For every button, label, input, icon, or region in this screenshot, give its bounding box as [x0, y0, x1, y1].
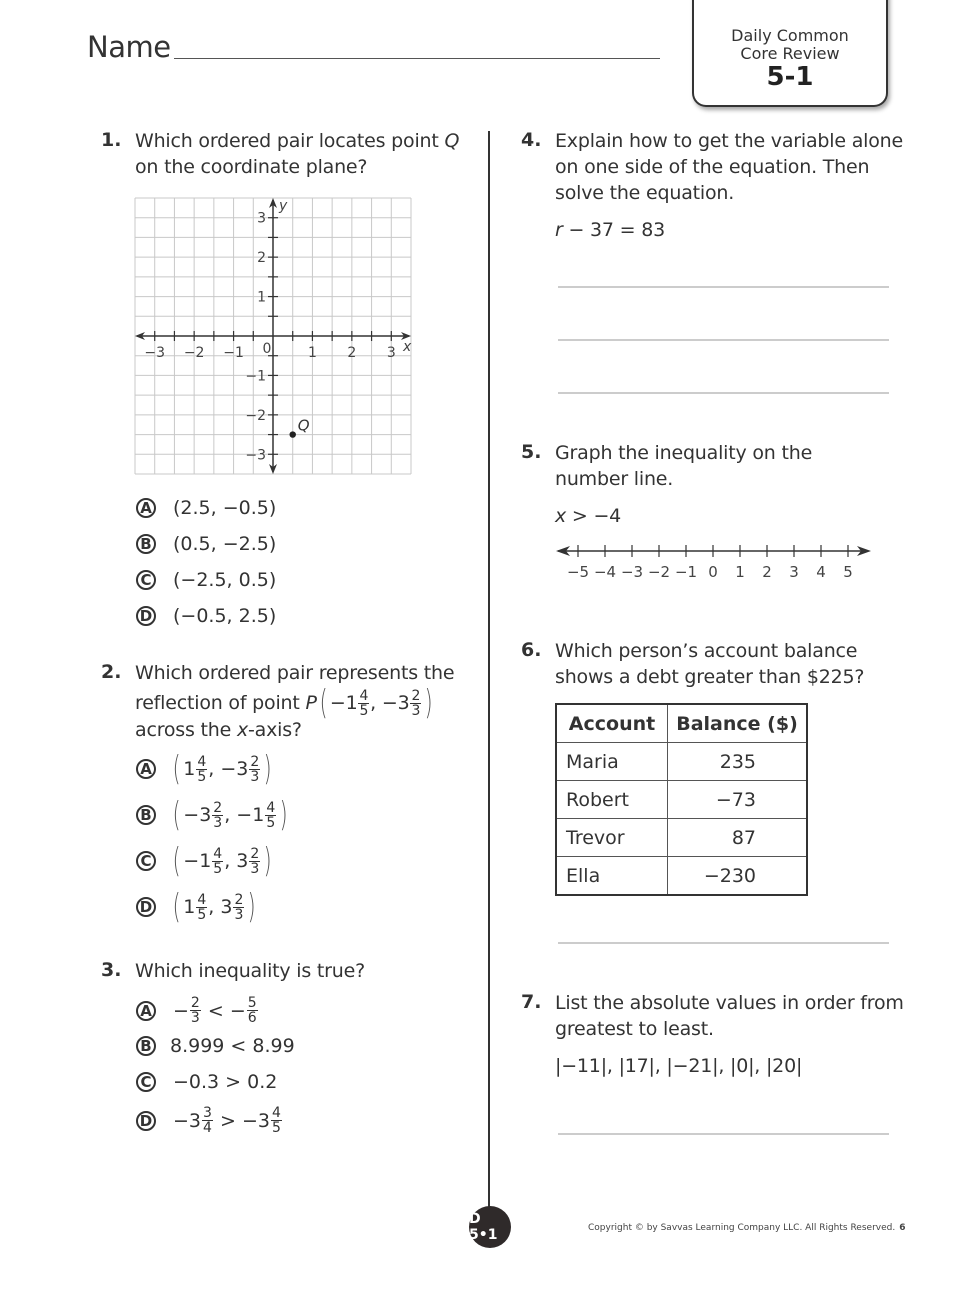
- numerator: 4: [197, 891, 207, 908]
- option-a[interactable]: [136, 749, 275, 789]
- name-label: Name: [87, 30, 171, 64]
- number-line-label: 2: [762, 563, 772, 581]
- y-tick-label: 1: [257, 289, 266, 306]
- paren-close: ): [248, 887, 257, 927]
- answer-line[interactable]: [558, 392, 889, 394]
- option-text: (−0.5, 2.5): [173, 605, 277, 627]
- option-a[interactable]: [136, 996, 259, 1025]
- page-number: 6: [899, 1223, 906, 1233]
- axes: [135, 198, 411, 474]
- question-text: [555, 128, 903, 206]
- question-text: [555, 440, 812, 492]
- question-number: 3.: [101, 959, 122, 981]
- paren-close: ): [263, 841, 272, 881]
- column-header-balance: Balance ($): [668, 704, 808, 743]
- operator: >: [219, 1109, 236, 1132]
- bubble-c[interactable]: C: [136, 1072, 156, 1092]
- whole: 1: [199, 850, 212, 872]
- number-line-label: −5: [566, 563, 590, 581]
- answer-line[interactable]: [558, 1133, 889, 1135]
- account-balance: −73: [668, 781, 808, 819]
- equation: [555, 217, 665, 243]
- equation-variable: r: [555, 219, 563, 241]
- table-header-row: [556, 704, 807, 743]
- account-name: Maria: [556, 743, 668, 781]
- bubble-d[interactable]: D: [136, 606, 156, 626]
- question-text-line: number line.: [555, 468, 674, 490]
- numerator: 4: [213, 845, 223, 862]
- x-tick-label: −2: [183, 345, 205, 361]
- option-b[interactable]: [136, 533, 276, 555]
- bubble-a[interactable]: A: [136, 1001, 156, 1021]
- question-number: 1.: [101, 129, 122, 151]
- point-variable: P: [305, 692, 317, 714]
- paren-open: (: [172, 795, 181, 835]
- sign: −: [183, 850, 200, 872]
- account-name: Robert: [556, 781, 668, 819]
- number-line-label: −2: [647, 563, 671, 581]
- bubble-b[interactable]: B: [136, 1036, 156, 1056]
- point-q-label: Q: [297, 416, 310, 435]
- y-tick-label: −1: [245, 368, 266, 385]
- question-text-line: Which person’s account balance: [555, 640, 858, 662]
- badge-line-1: Daily Common: [731, 26, 849, 45]
- fraction: [410, 689, 421, 718]
- paren-close: ): [263, 749, 272, 789]
- sign: −: [183, 804, 200, 826]
- point-variable: Q: [444, 130, 460, 152]
- whole: −3: [173, 1109, 202, 1132]
- number-line-label: −1: [674, 563, 698, 581]
- number-line-label: 0: [708, 563, 718, 581]
- fraction: [196, 893, 207, 922]
- denominator: 5: [213, 860, 223, 877]
- option-text: (−2.5, 0.5): [173, 569, 277, 591]
- bubble-c[interactable]: C: [136, 851, 156, 871]
- bubble-b[interactable]: B: [136, 805, 156, 825]
- option-text: [173, 996, 259, 1025]
- numerator: 2: [250, 753, 260, 770]
- question-text-line: solve the equation.: [555, 182, 735, 204]
- number-line-labels: [567, 563, 853, 581]
- x-tick-label: −3: [144, 345, 166, 361]
- question-text-line: shows a debt greater than $225?: [555, 666, 865, 688]
- sign: −: [173, 999, 189, 1022]
- denominator: 5: [197, 768, 207, 785]
- number-line-label: 4: [816, 563, 826, 581]
- option-d[interactable]: [136, 605, 276, 627]
- badge-lesson-number: 5-1: [766, 62, 814, 92]
- question-text: [135, 128, 459, 180]
- numerator: 2: [213, 799, 223, 816]
- paren-open: (: [172, 887, 181, 927]
- sign: −: [236, 804, 253, 826]
- bubble-d[interactable]: D: [136, 1111, 156, 1131]
- question-text-line: Explain how to get the variable alone: [555, 130, 903, 152]
- answer-line[interactable]: [558, 942, 889, 944]
- y-tick-label: −3: [245, 447, 266, 464]
- option-text: ( − 3 $\frac{2}{3}$ , − 1 $\frac{4}{5}$ ): [172, 795, 288, 835]
- equation-rest: − 37 = 83: [562, 219, 665, 241]
- question-text-line: [135, 717, 302, 743]
- number-line-label: 5: [843, 563, 853, 581]
- numerator: 4: [266, 799, 276, 816]
- question-text: Which ordered pair represents the: [135, 662, 455, 684]
- denominator: 5: [271, 1120, 281, 1136]
- denominator: 3: [234, 906, 244, 923]
- number-line-label: 1: [735, 563, 745, 581]
- account-name: Ella: [556, 857, 668, 896]
- whole: 3: [236, 758, 249, 780]
- numerator: 2: [234, 891, 244, 908]
- copyright-text: Copyright © by Savvas Learning Company LLC. All Rights Reserved.: [588, 1223, 896, 1233]
- sign: −: [329, 692, 346, 714]
- bubble-b[interactable]: B: [136, 534, 156, 554]
- account-balance: 87: [668, 819, 808, 857]
- y-tick-label: −2: [245, 407, 266, 424]
- denominator: 5: [197, 906, 207, 923]
- question-number: 2.: [101, 661, 122, 683]
- bubble-a[interactable]: A: [136, 759, 156, 779]
- sign: −: [220, 758, 237, 780]
- inequality-rest: > −4: [566, 505, 622, 527]
- question-text-line: on the coordinate plane?: [135, 156, 368, 178]
- bubble-c[interactable]: C: [136, 570, 156, 590]
- badge-line-2: Core Review: [740, 44, 840, 63]
- whole: 3: [199, 804, 212, 826]
- denominator: 4: [203, 1120, 212, 1136]
- whole: 1: [345, 692, 358, 714]
- x-tick-label: 1: [307, 345, 317, 361]
- inequality: [555, 503, 621, 529]
- account-balance: 235: [668, 743, 808, 781]
- number-line-label: 3: [789, 563, 799, 581]
- fraction: [271, 1106, 282, 1135]
- y-tick-label: 2: [257, 250, 266, 267]
- denominator: 3: [190, 1010, 200, 1026]
- question-text-line: reflection of point P ( − 1 $\frac{4}{5}$ , − 3 $\frac{2}{3}$ ): [135, 683, 433, 723]
- table-row: [556, 857, 807, 896]
- table-row: [556, 781, 807, 819]
- fraction: [212, 801, 223, 830]
- question-text-line: Which ordered pair locates point: [135, 130, 445, 152]
- question-text: [555, 990, 904, 1042]
- option-d[interactable]: [136, 887, 259, 927]
- account-table: [555, 703, 808, 896]
- y-axis-label: y: [279, 198, 288, 214]
- denominator: 3: [213, 814, 223, 831]
- paren-open: (: [319, 683, 328, 723]
- denominator: 3: [250, 860, 260, 877]
- option-text: [173, 1106, 283, 1135]
- lesson-code-badge: D 5•1: [469, 1206, 511, 1248]
- x-axis-label: x: [403, 339, 412, 355]
- whole: 1: [183, 758, 196, 780]
- copyright-notice: [588, 1223, 905, 1233]
- numerator: 5: [247, 995, 257, 1011]
- whole: 3: [397, 692, 410, 714]
- option-d[interactable]: [136, 1106, 283, 1135]
- whole: 3: [220, 896, 233, 918]
- fraction: [212, 847, 223, 876]
- bubble-a[interactable]: A: [136, 498, 156, 518]
- denominator: 5: [359, 702, 369, 719]
- fraction: [249, 847, 260, 876]
- answer-line[interactable]: [558, 286, 889, 288]
- fraction: [247, 996, 258, 1025]
- option-text: ( − 1 $\frac{4}{5}$ , 3 $\frac{2}{3}$ ): [172, 841, 272, 881]
- paren-open: (: [172, 749, 181, 789]
- question-number: 4.: [521, 129, 542, 151]
- inequality-variable: x: [555, 505, 567, 527]
- question-text: Which inequality is true?: [135, 960, 365, 982]
- option-text: ( 1 $\frac{4}{5}$ , 3 $\frac{2}{3}$ ): [172, 887, 257, 927]
- paren-close: ): [424, 683, 433, 723]
- denominator: 3: [250, 768, 260, 785]
- option-text: −0.3 > 0.2: [173, 1071, 278, 1093]
- whole: 3: [236, 850, 249, 872]
- number-line[interactable]: [550, 538, 880, 586]
- whole: 1: [183, 896, 196, 918]
- fraction: [196, 755, 207, 784]
- number-line-label: −3: [620, 563, 644, 581]
- table-row: [556, 819, 807, 857]
- column-header-account: Account: [556, 704, 668, 743]
- text: reflection of point: [135, 692, 300, 714]
- fraction: [265, 801, 276, 830]
- paren-close: ): [279, 795, 288, 835]
- operator: <: [207, 999, 224, 1022]
- fraction: [190, 996, 201, 1025]
- account-name: Trevor: [556, 819, 668, 857]
- question-number: 5.: [521, 441, 542, 463]
- text: -axis?: [248, 719, 302, 741]
- denominator: 5: [266, 814, 276, 831]
- denominator: 6: [247, 1010, 257, 1026]
- sign: −: [229, 999, 246, 1022]
- question-text-line: on one side of the equation. Then: [555, 156, 870, 178]
- fraction: [249, 755, 260, 784]
- sign: −: [381, 692, 398, 714]
- point-q-marker: [290, 431, 296, 437]
- question-number: 7.: [521, 991, 542, 1013]
- fraction: [202, 1106, 213, 1135]
- paren-open: (: [172, 841, 181, 881]
- name-input-line[interactable]: [174, 58, 660, 59]
- account-balance: −230: [668, 857, 808, 896]
- numerator: 4: [359, 687, 369, 704]
- answer-line[interactable]: [558, 339, 889, 341]
- x-tick-label: 0: [262, 341, 272, 357]
- option-text: (2.5, −0.5): [173, 497, 277, 519]
- question-text: [555, 638, 864, 690]
- option-b[interactable]: [136, 1035, 295, 1057]
- lesson-badge: [692, 0, 888, 107]
- fraction: [233, 893, 244, 922]
- x-tick-label: 3: [386, 345, 396, 361]
- x-tick-label: −1: [223, 345, 244, 361]
- numerator: 2: [250, 845, 260, 862]
- x-tick-label: 2: [347, 345, 357, 361]
- numerator: 4: [197, 753, 207, 770]
- option-c[interactable]: [136, 1071, 277, 1093]
- table-row: [556, 743, 807, 781]
- denominator: 3: [411, 702, 421, 719]
- numerator: 4: [271, 1105, 281, 1121]
- fraction: [358, 689, 369, 718]
- whole: 1: [252, 804, 265, 826]
- numerator: 3: [203, 1105, 212, 1121]
- number-line-label: −4: [593, 563, 617, 581]
- option-b[interactable]: [136, 795, 291, 835]
- option-text: 8.999 < 8.99: [170, 1035, 295, 1057]
- numerator: 2: [190, 995, 200, 1011]
- option-a[interactable]: [136, 497, 276, 519]
- numerator: 2: [411, 687, 421, 704]
- axis-variable: x: [236, 719, 249, 741]
- question-text-line: List the absolute values in order from: [555, 992, 904, 1014]
- column-divider: [488, 131, 490, 1209]
- whole: −3: [241, 1109, 270, 1132]
- question-text-line: Graph the inequality on the: [555, 442, 813, 464]
- question-number: 6.: [521, 639, 542, 661]
- option-c[interactable]: [136, 569, 276, 591]
- y-tick-label: 3: [257, 210, 266, 227]
- option-c[interactable]: [136, 841, 275, 881]
- option-text: (0.5, −2.5): [173, 533, 277, 555]
- question-text-line: greatest to least.: [555, 1018, 714, 1040]
- absolute-values-list: |−11|, |17|, |−21|, |0|, |20|: [555, 1055, 803, 1077]
- bubble-d[interactable]: D: [136, 897, 156, 917]
- coordinate-plane: [130, 192, 420, 482]
- option-text: ( 1 $\frac{4}{5}$ , − 3 $\frac{2}{3}$ ): [172, 749, 272, 789]
- text: across the: [135, 719, 237, 741]
